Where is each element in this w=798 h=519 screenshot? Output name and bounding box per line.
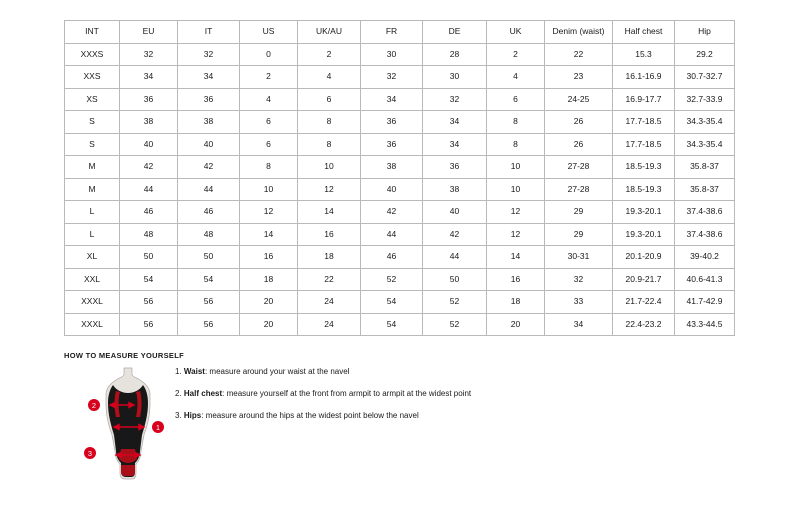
table-cell: 38 bbox=[178, 111, 240, 134]
table-cell: 37.4-38.6 bbox=[675, 201, 735, 224]
step-term: Waist bbox=[183, 367, 205, 376]
table-cell: 10 bbox=[487, 178, 545, 201]
table-cell: 22 bbox=[545, 43, 613, 66]
table-cell: 54 bbox=[178, 268, 240, 291]
table-cell: XS bbox=[65, 88, 120, 111]
column-header: EU bbox=[120, 21, 178, 44]
table-cell: 15.3 bbox=[613, 43, 675, 66]
table-cell: 8 bbox=[487, 133, 545, 156]
table-cell: 48 bbox=[120, 223, 178, 246]
table-row bbox=[65, 291, 735, 314]
table-row bbox=[65, 178, 735, 201]
table-cell: XXS bbox=[65, 66, 120, 89]
table-cell: 4 bbox=[240, 88, 298, 111]
table-header-row bbox=[65, 21, 735, 44]
table-cell: 16 bbox=[298, 223, 361, 246]
table-cell: S bbox=[65, 133, 120, 156]
table-row bbox=[65, 246, 735, 269]
table-cell: 34 bbox=[423, 111, 487, 134]
table-cell: 48 bbox=[178, 223, 240, 246]
table-cell: 38 bbox=[361, 156, 423, 179]
table-cell: 32 bbox=[545, 268, 613, 291]
table-cell: 12 bbox=[240, 201, 298, 224]
table-cell: 32 bbox=[423, 88, 487, 111]
table-cell: 12 bbox=[487, 223, 545, 246]
table-cell: 32 bbox=[120, 43, 178, 66]
table-cell: 44 bbox=[120, 178, 178, 201]
table-cell: 19.3-20.1 bbox=[613, 201, 675, 224]
step-text: : measure around your waist at the navel bbox=[204, 367, 350, 376]
table-cell: 16 bbox=[487, 268, 545, 291]
table-row bbox=[65, 43, 735, 66]
column-header: UK bbox=[487, 21, 545, 44]
table-cell: 34 bbox=[361, 88, 423, 111]
step-number: 1. bbox=[175, 367, 182, 376]
table-cell: XL bbox=[65, 246, 120, 269]
table-cell: 4 bbox=[298, 66, 361, 89]
table-cell: 39-40.2 bbox=[675, 246, 735, 269]
table-cell: 40 bbox=[361, 178, 423, 201]
table-cell: 36 bbox=[361, 133, 423, 156]
table-cell: 37.4-38.6 bbox=[675, 223, 735, 246]
table-cell: 27-28 bbox=[545, 156, 613, 179]
table-cell: 6 bbox=[487, 88, 545, 111]
column-header: FR bbox=[361, 21, 423, 44]
table-cell: 22.4-23.2 bbox=[613, 313, 675, 336]
table-cell: 34 bbox=[120, 66, 178, 89]
step-number: 3. bbox=[175, 411, 182, 420]
table-row bbox=[65, 111, 735, 134]
table-cell: 2 bbox=[298, 43, 361, 66]
column-header: DE bbox=[423, 21, 487, 44]
table-cell: 14 bbox=[240, 223, 298, 246]
list-item bbox=[175, 366, 595, 377]
table-row bbox=[65, 156, 735, 179]
table-cell: 50 bbox=[120, 246, 178, 269]
table-cell: XXL bbox=[65, 268, 120, 291]
table-cell: 29.2 bbox=[675, 43, 735, 66]
table-cell: 30.7-32.7 bbox=[675, 66, 735, 89]
marker-3 bbox=[84, 447, 96, 459]
table-cell: 56 bbox=[120, 291, 178, 314]
table-cell: 18.5-19.3 bbox=[613, 156, 675, 179]
table-cell: S bbox=[65, 111, 120, 134]
size-chart-table bbox=[64, 20, 735, 336]
table-cell: 44 bbox=[178, 178, 240, 201]
table-row bbox=[65, 313, 735, 336]
table-cell: 56 bbox=[178, 291, 240, 314]
table-cell: 32.7-33.9 bbox=[675, 88, 735, 111]
table-cell: 40 bbox=[120, 133, 178, 156]
table-cell: 16.1-16.9 bbox=[613, 66, 675, 89]
table-cell: XXXL bbox=[65, 291, 120, 314]
table-cell: 42 bbox=[120, 156, 178, 179]
table-cell: 56 bbox=[120, 313, 178, 336]
table-cell: XXXL bbox=[65, 313, 120, 336]
table-cell: 12 bbox=[487, 201, 545, 224]
measure-steps-list bbox=[175, 366, 595, 432]
list-item bbox=[175, 388, 595, 399]
table-cell: 32 bbox=[361, 66, 423, 89]
table-cell: 20 bbox=[240, 291, 298, 314]
column-header: Denim (waist) bbox=[545, 21, 613, 44]
column-header: INT bbox=[65, 21, 120, 44]
table-cell: 20 bbox=[487, 313, 545, 336]
table-cell: 44 bbox=[361, 223, 423, 246]
table-cell: 16.9-17.7 bbox=[613, 88, 675, 111]
table-cell: 8 bbox=[298, 133, 361, 156]
table-cell: 29 bbox=[545, 201, 613, 224]
table-cell: 46 bbox=[361, 246, 423, 269]
table-cell: 46 bbox=[178, 201, 240, 224]
table-cell: 54 bbox=[361, 313, 423, 336]
marker-2 bbox=[88, 399, 100, 411]
table-cell: 14 bbox=[487, 246, 545, 269]
table-cell: 22 bbox=[298, 268, 361, 291]
table-cell: XXXS bbox=[65, 43, 120, 66]
table-cell: 23 bbox=[545, 66, 613, 89]
table-cell: 42 bbox=[361, 201, 423, 224]
table-cell: 50 bbox=[423, 268, 487, 291]
table-cell: 8 bbox=[240, 156, 298, 179]
table-cell: 38 bbox=[423, 178, 487, 201]
marker-label-1: 1 bbox=[155, 423, 161, 432]
table-cell: 26 bbox=[545, 133, 613, 156]
table-cell: 8 bbox=[487, 111, 545, 134]
table-cell: L bbox=[65, 223, 120, 246]
table-cell: 18 bbox=[240, 268, 298, 291]
table-row bbox=[65, 223, 735, 246]
table-cell: 40 bbox=[178, 133, 240, 156]
table-cell: 52 bbox=[423, 313, 487, 336]
step-text: : measure yourself at the front from armpit to armpit at the widest point bbox=[222, 389, 472, 398]
table-cell: 50 bbox=[178, 246, 240, 269]
mannequin-illustration bbox=[80, 365, 190, 485]
table-cell: 10 bbox=[240, 178, 298, 201]
table-cell: L bbox=[65, 201, 120, 224]
table-cell: 24-25 bbox=[545, 88, 613, 111]
table-cell: 26 bbox=[545, 111, 613, 134]
table-cell: 38 bbox=[120, 111, 178, 134]
table-cell: 27-28 bbox=[545, 178, 613, 201]
table-cell: 20.9-21.7 bbox=[613, 268, 675, 291]
table-cell: 20.1-20.9 bbox=[613, 246, 675, 269]
table-row bbox=[65, 66, 735, 89]
table-cell: 42 bbox=[178, 156, 240, 179]
table-cell: 35.8-37 bbox=[675, 156, 735, 179]
table-cell: 18 bbox=[298, 246, 361, 269]
how-to-measure-heading: HOW TO MEASURE YOURSELF bbox=[64, 351, 184, 360]
table-cell: 35.8-37 bbox=[675, 178, 735, 201]
table-cell: 19.3-20.1 bbox=[613, 223, 675, 246]
table-cell: 54 bbox=[120, 268, 178, 291]
table-cell: 34.3-35.4 bbox=[675, 111, 735, 134]
marker-label-2: 2 bbox=[91, 401, 97, 410]
table-cell: 42 bbox=[423, 223, 487, 246]
table-cell: 40 bbox=[423, 201, 487, 224]
table-cell: 17.7-18.5 bbox=[613, 111, 675, 134]
table-row bbox=[65, 133, 735, 156]
mannequin-figure bbox=[80, 365, 190, 485]
table-cell: 0 bbox=[240, 43, 298, 66]
table-cell: 41.7-42.9 bbox=[675, 291, 735, 314]
column-header: Half chest bbox=[613, 21, 675, 44]
table-cell: 17.7-18.5 bbox=[613, 133, 675, 156]
table-cell: 8 bbox=[298, 111, 361, 134]
table-cell: M bbox=[65, 178, 120, 201]
table-row bbox=[65, 88, 735, 111]
marker-1 bbox=[152, 421, 164, 433]
table-cell: 28 bbox=[423, 43, 487, 66]
table-cell: 52 bbox=[361, 268, 423, 291]
step-text: : measure around the hips at the widest point below the navel bbox=[201, 411, 419, 420]
table-cell: 54 bbox=[361, 291, 423, 314]
table-cell: 46 bbox=[120, 201, 178, 224]
table-cell: 10 bbox=[298, 156, 361, 179]
step-term: Half chest bbox=[183, 389, 223, 398]
table-cell: 52 bbox=[423, 291, 487, 314]
table-cell: 6 bbox=[240, 133, 298, 156]
table-cell: 32 bbox=[178, 43, 240, 66]
table-row bbox=[65, 201, 735, 224]
column-header: UK/AU bbox=[298, 21, 361, 44]
table-cell: 36 bbox=[423, 156, 487, 179]
column-header: Hip bbox=[675, 21, 735, 44]
table-cell: 4 bbox=[487, 66, 545, 89]
table-cell: 6 bbox=[240, 111, 298, 134]
table-cell: 24 bbox=[298, 291, 361, 314]
list-item bbox=[175, 410, 595, 421]
table-cell: 34 bbox=[545, 313, 613, 336]
table-cell: 24 bbox=[298, 313, 361, 336]
table-cell: 10 bbox=[487, 156, 545, 179]
table-cell: 18.5-19.3 bbox=[613, 178, 675, 201]
table-cell: 14 bbox=[298, 201, 361, 224]
step-term: Hips bbox=[183, 411, 202, 420]
table-cell: 34.3-35.4 bbox=[675, 133, 735, 156]
table-cell: 2 bbox=[240, 66, 298, 89]
table-cell: 36 bbox=[361, 111, 423, 134]
table-cell: 36 bbox=[120, 88, 178, 111]
column-header: US bbox=[240, 21, 298, 44]
table-cell: 30 bbox=[423, 66, 487, 89]
table-cell: 34 bbox=[423, 133, 487, 156]
table-cell: 56 bbox=[178, 313, 240, 336]
table-cell: 40.6-41.3 bbox=[675, 268, 735, 291]
table-cell: 29 bbox=[545, 223, 613, 246]
column-header: IT bbox=[178, 21, 240, 44]
table-cell: 21.7-22.4 bbox=[613, 291, 675, 314]
table-cell: 2 bbox=[487, 43, 545, 66]
table-cell: M bbox=[65, 156, 120, 179]
table-cell: 43.3-44.5 bbox=[675, 313, 735, 336]
table-cell: 6 bbox=[298, 88, 361, 111]
marker-label-3: 3 bbox=[87, 449, 93, 458]
table-cell: 33 bbox=[545, 291, 613, 314]
table-cell: 34 bbox=[178, 66, 240, 89]
table-cell: 36 bbox=[178, 88, 240, 111]
table-cell: 30 bbox=[361, 43, 423, 66]
table-cell: 18 bbox=[487, 291, 545, 314]
table-cell: 20 bbox=[240, 313, 298, 336]
table-cell: 30-31 bbox=[545, 246, 613, 269]
table-row bbox=[65, 268, 735, 291]
table-cell: 16 bbox=[240, 246, 298, 269]
step-number: 2. bbox=[175, 389, 182, 398]
table-cell: 12 bbox=[298, 178, 361, 201]
table-cell: 44 bbox=[423, 246, 487, 269]
